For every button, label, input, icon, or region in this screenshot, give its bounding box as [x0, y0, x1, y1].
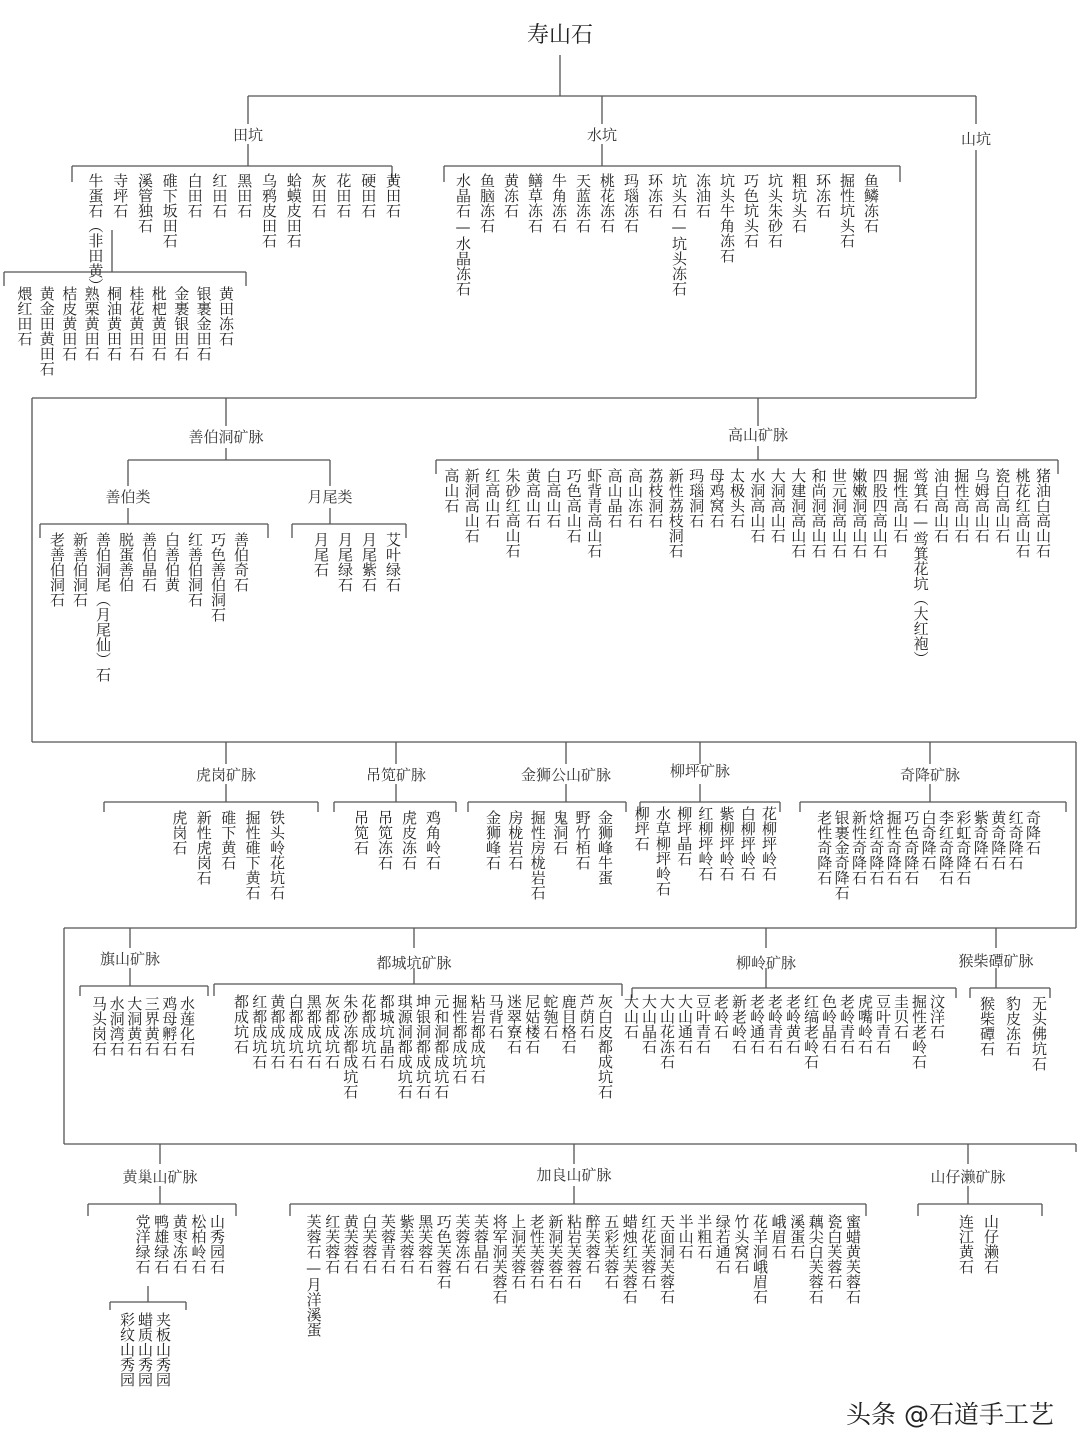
jinshi-items-leaf: 房栊岩石 [506, 810, 525, 870]
huangtian-sub-leaf: 金裹银田石 [172, 286, 191, 361]
duchengkeng-items-leaf: 灰白皮都成坑石 [596, 994, 614, 1099]
jialiang-items-leaf: 竹头窝石 [732, 1214, 751, 1274]
duchengkeng-items-leaf: 琪源洞都成坑石 [395, 994, 414, 1099]
shanbo-items-leaf: 善伯洞尾（月尾仙）石 [94, 532, 112, 682]
jialiang-items-leaf: 半山石 [676, 1214, 695, 1259]
liuling-items-leaf: 豆叶青石 [694, 994, 712, 1054]
hugang-items-leaf: 铁头岭花坑石 [268, 810, 286, 900]
duchengkeng-items-leaf: 迷翠寮石 [505, 994, 523, 1054]
liuping-items-leaf: 花柳坪岭石 [760, 806, 778, 881]
huangtian-sub-leaf: 银裹金田石 [194, 286, 213, 361]
jinshi-items-leaf: 野竹栢石 [573, 810, 592, 870]
tiankeng-items-leaf: 牛蛋石（非田黄） [86, 173, 105, 293]
tiankeng-items-leaf: 乌鸦皮田石 [260, 173, 278, 248]
liuling-items-leaf: 汶洋石 [928, 994, 946, 1039]
tiankeng-items-leaf: 溪管独石 [136, 173, 154, 233]
shanzailai-items-leaf: 连江黄石 [957, 1214, 975, 1274]
qishan-items-leaf: 马头岗石 [90, 996, 108, 1056]
hugang-items-leaf: 新性虎岗石 [194, 810, 213, 885]
gaoshan-items-leaf: 四股四高山石 [870, 468, 889, 558]
huangtian-sub-leaf: 枇杷黄田石 [149, 286, 168, 361]
gaoshan-items-leaf: 乌姆高山石 [972, 468, 991, 543]
liuling-items-leaf: 大山通石 [676, 994, 694, 1054]
liuling-items-leaf: 豆叶青石 [874, 994, 892, 1054]
duchengkeng-items-leaf: 都成坑石 [232, 994, 250, 1054]
qijiang-items-leaf: 红奇降石 [1006, 810, 1025, 870]
jialiang-items-leaf: 白芙蓉石 [360, 1214, 379, 1274]
gaoshan-items-leaf: 黄高山石 [524, 468, 542, 528]
qishan-items-leaf: 三界黄石 [142, 996, 161, 1056]
gaoshan-items-leaf: 巧色高山石 [564, 468, 583, 543]
tiankeng-items-leaf: 硬田石 [359, 173, 378, 218]
jialiang-items-leaf: 芙蓉冻石 [453, 1214, 472, 1274]
duchengkeng-items-leaf: 白都成坑石 [286, 994, 305, 1069]
shuikeng-items-leaf: 桃花冻石 [598, 173, 616, 233]
shanbo-items-leaf: 红善伯洞石 [186, 532, 204, 607]
liuping-items-leaf: 水草柳坪岭石 [654, 806, 672, 896]
jinshi-items-leaf: 金狮峰石 [484, 810, 502, 870]
node-jinshi-vein: 金狮公山矿脉 [520, 766, 612, 784]
jinshi-items-leaf: 鬼洞石 [551, 810, 570, 855]
liuling-items-leaf: 红缟老岭石 [802, 994, 820, 1069]
shuikeng-items-leaf: 水晶石—水晶冻石 [454, 173, 472, 296]
liuping-items-leaf: 柳坪晶石 [675, 806, 694, 866]
shuikeng-items-leaf: 环冻石 [646, 173, 664, 218]
diaoli-items-leaf: 虎皮冻石 [400, 810, 418, 870]
qijiang-items-leaf: 巧色奇降石 [902, 810, 921, 885]
qishan-items-leaf: 水洞湾石 [107, 996, 126, 1056]
jialiang-items-leaf: 蜡烛红芙蓉石 [620, 1214, 639, 1304]
watermark: 头条 @石道手工艺 [846, 1400, 1054, 1429]
duchengkeng-items-leaf: 花都成坑石 [359, 994, 378, 1069]
yuewei-items-leaf: 月尾绿石 [336, 532, 354, 592]
tiankeng-items-leaf: 白田石 [185, 173, 204, 218]
duchengkeng-items-leaf: 坤银洞都成坑石 [414, 994, 432, 1099]
qijiang-items-leaf: 奇降石 [1024, 810, 1042, 855]
shuikeng-items-leaf: 坑头牛角冻石 [718, 173, 736, 263]
gaoshan-items-leaf: 大建洞高山石 [789, 468, 808, 558]
jialiang-items-leaf: 溪蛋石 [788, 1214, 807, 1259]
jialiang-items-leaf: 峨眉石 [769, 1214, 788, 1259]
liuling-items-leaf: 大山石 [622, 994, 640, 1039]
gaoshan-items-leaf: 大洞高山石 [768, 468, 787, 543]
node-shankeng: 山坑 [960, 130, 992, 148]
shanbo-items-leaf: 巧色善伯洞石 [209, 532, 227, 622]
houchai-items-leaf: 无头佛坑石 [1030, 996, 1048, 1071]
jialiang-items-leaf: 黄芙蓉石 [341, 1214, 360, 1274]
jialiang-items-leaf: 红芙蓉石 [323, 1214, 342, 1274]
shanbo-items-leaf: 新善伯洞石 [71, 532, 89, 607]
qijiang-items-leaf: 掘性奇降石 [884, 810, 903, 885]
liuling-items-leaf: 新老岭石 [730, 994, 748, 1054]
diaoli-items-leaf: 鸡角岭石 [424, 810, 442, 870]
node-shuikeng: 水坑 [586, 126, 618, 144]
shuikeng-items-leaf: 掘性坑头石 [838, 173, 856, 248]
qijiang-items-leaf: 新性奇降石 [850, 810, 868, 885]
tiankeng-items-leaf: 红田石 [210, 173, 229, 218]
shanxiuyuan-sub-leaf: 彩纹山秀园 [118, 1312, 136, 1387]
jialiang-items-leaf: 天面洞芙蓉石 [658, 1214, 676, 1304]
gaoshan-items-leaf: 高山冻石 [626, 468, 644, 528]
jialiang-items-leaf: 老性芙蓉石 [527, 1214, 546, 1289]
jialiang-items-leaf: 黑芙蓉石 [416, 1214, 435, 1274]
node-diaoli-vein: 吊笕矿脉 [365, 766, 427, 784]
qishan-items-leaf: 大洞黄石 [125, 996, 144, 1056]
huangtian-sub-leaf: 桂花黄田石 [127, 286, 146, 361]
gaoshan-items-leaf: 和尚洞高山石 [809, 468, 828, 558]
liuling-items-leaf: 老岭黄石 [784, 994, 802, 1054]
node-huangchao-vein: 黄巢山矿脉 [122, 1168, 198, 1186]
liuling-items-leaf: 老岭通石 [748, 994, 766, 1054]
qijiang-items-leaf: 彩虹奇降石 [954, 810, 973, 885]
huangtian-sub-leaf: 黄金田黄田石 [37, 286, 56, 376]
yuewei-items-leaf: 艾叶绿石 [384, 532, 402, 592]
node-liuling-vein: 柳岭矿脉 [735, 954, 797, 972]
node-houchai-vein: 猴柴磹矿脉 [958, 952, 1034, 970]
liuling-items-leaf: 虎嘴岭石 [856, 994, 874, 1054]
hugang-items-leaf: 掘性碓下黄石 [243, 810, 262, 900]
gaoshan-items-leaf: 高山石 [442, 468, 461, 513]
shuikeng-items-leaf: 巧色坑头石 [742, 173, 760, 248]
gaoshan-items-leaf: 朱砂红高山石 [503, 468, 522, 558]
liuling-items-leaf: 老岭石 [712, 994, 730, 1039]
shanxiuyuan-sub-leaf: 蜡质山秀园 [136, 1312, 154, 1387]
shuikeng-items-leaf: 鳝草冻石 [526, 173, 544, 233]
liuling-items-leaf: 色岭晶石 [820, 994, 838, 1054]
gaoshan-items-leaf: 白高山石 [544, 468, 563, 528]
liuling-items-leaf: 圭贝石 [892, 994, 910, 1039]
gaoshan-items-leaf: 嫩嫩洞高山石 [850, 468, 869, 558]
jialiang-items-leaf: 五彩芙蓉石 [602, 1214, 621, 1289]
qishan-items-leaf: 鸡母孵石 [160, 996, 179, 1056]
gaoshan-items-leaf: 新性荔枝洞石 [666, 468, 685, 558]
jialiang-items-leaf: 芙蓉石—月洋溪蛋 [304, 1214, 323, 1337]
node-jialiang-vein: 加良山矿脉 [536, 1166, 612, 1184]
node-qishan-vein: 旗山矿脉 [99, 950, 161, 968]
node-hugang-vein: 虎岗矿脉 [195, 766, 257, 784]
node-duchengkeng-vein: 都城坑矿脉 [376, 954, 452, 972]
qijiang-items-leaf: 焓红奇降石 [867, 810, 886, 885]
jialiang-items-leaf: 绿若通石 [713, 1214, 732, 1274]
gaoshan-items-leaf: 世元洞高山石 [830, 468, 848, 558]
shuikeng-items-leaf: 玛瑙冻石 [622, 173, 640, 233]
duchengkeng-items-leaf: 黑都成坑石 [304, 994, 323, 1069]
shuikeng-items-leaf: 牛角冻石 [550, 173, 568, 233]
duchengkeng-items-leaf: 灰都成坑石 [323, 994, 341, 1069]
gaoshan-items-leaf: 掘性高山石 [891, 468, 910, 543]
liuling-items-leaf: 掘性老岭石 [910, 994, 928, 1069]
duchengkeng-items-leaf: 鹿目格石 [559, 994, 578, 1054]
liuping-items-leaf: 柳坪石 [632, 806, 651, 851]
shuikeng-items-leaf: 坑头朱砂石 [766, 173, 784, 248]
jialiang-items-leaf: 花羊洞峨眉石 [751, 1214, 769, 1304]
liuping-items-leaf: 白柳坪岭石 [738, 806, 757, 881]
jialiang-items-leaf: 芙蓉青石 [379, 1214, 397, 1274]
gaoshan-items-leaf: 鸴箕石—鸴箕花坑（大红袍） [911, 468, 930, 666]
node-gaoshan-vein: 高山矿脉 [727, 426, 789, 444]
qijiang-items-leaf: 白奇降石 [919, 810, 938, 870]
gaoshan-items-leaf: 母鸡窝石 [707, 468, 726, 528]
jinshi-items-leaf: 金狮峰牛蛋 [596, 810, 614, 885]
tiankeng-items-leaf: 花田石 [334, 173, 353, 218]
shuikeng-items-leaf: 天蓝冻石 [574, 173, 592, 233]
liuling-items-leaf: 大山晶石 [640, 994, 658, 1054]
gaoshan-items-leaf: 水洞高山石 [748, 468, 767, 543]
gaoshan-items-leaf: 猪油白高山石 [1034, 468, 1052, 558]
root-title: 寿山石 [526, 23, 594, 48]
gaoshan-items-leaf: 油白高山石 [932, 468, 950, 543]
jialiang-items-leaf: 上洞芙蓉石 [509, 1214, 528, 1289]
gaoshan-items-leaf: 虾背青高山石 [585, 468, 604, 558]
gaoshan-items-leaf: 瓷白高山石 [993, 468, 1012, 543]
gaoshan-items-leaf: 桃花红高山石 [1013, 468, 1032, 558]
duchengkeng-items-leaf: 芦荫石 [577, 994, 596, 1039]
tiankeng-items-leaf: 黑田石 [235, 173, 254, 218]
node-shanbo-vein: 善伯洞矿脉 [188, 428, 264, 446]
huangtian-sub-leaf: 桐油黄田石 [105, 286, 123, 361]
shuikeng-items-leaf: 粗坑头石 [790, 173, 808, 233]
liuping-items-leaf: 红柳坪岭石 [696, 806, 715, 881]
yuewei-items-leaf: 月尾石 [312, 532, 330, 577]
liuling-items-leaf: 老岭青石 [766, 994, 784, 1054]
jialiang-items-leaf: 新洞芙蓉石 [546, 1214, 565, 1289]
huangtian-sub-leaf: 桔皮黄田石 [60, 286, 79, 361]
duchengkeng-items-leaf: 粘岩都成坑石 [468, 994, 487, 1084]
huangchao-items-leaf: 鸭雄绿石 [152, 1214, 171, 1274]
duchengkeng-items-leaf: 都城坑晶石 [377, 994, 396, 1069]
jialiang-items-leaf: 瓷白芙蓉石 [825, 1214, 844, 1289]
shanbo-items-leaf: 白善伯黄 [163, 532, 181, 592]
hugang-items-leaf: 碓下黄石 [219, 810, 238, 870]
shanbo-items-leaf: 老善伯洞石 [48, 532, 66, 607]
gaoshan-items-leaf: 太极头石 [728, 468, 746, 528]
jialiang-items-leaf: 藕尖白芙蓉石 [806, 1214, 825, 1304]
jialiang-items-leaf: 蜜蜡黄芙蓉石 [844, 1214, 862, 1304]
huangtian-sub-leaf: 煨红田石 [15, 286, 34, 346]
tiankeng-items-leaf: 蛤蟆皮田石 [284, 173, 303, 248]
jinshi-items-leaf: 掘性房栊岩石 [528, 810, 547, 900]
duchengkeng-items-leaf: 尼姑楼石 [523, 994, 542, 1054]
huangchao-items-leaf: 山秀园石 [208, 1214, 226, 1274]
shuikeng-items-leaf: 环冻石 [814, 173, 832, 218]
liuling-items-leaf: 老岭青石 [838, 994, 856, 1054]
huangtian-sub-leaf: 黄田冻石 [217, 286, 235, 346]
jialiang-items-leaf: 巧色芙蓉石 [434, 1214, 453, 1289]
jialiang-items-leaf: 将军洞芙蓉石 [490, 1214, 509, 1304]
duchengkeng-items-leaf: 红都成坑石 [250, 994, 269, 1069]
jialiang-items-leaf: 紫芙蓉石 [397, 1214, 416, 1274]
shuikeng-items-leaf: 黄冻石 [502, 173, 520, 218]
gaoshan-items-leaf: 荔枝洞石 [646, 468, 665, 528]
node-shanzailai-vein: 山仔濑矿脉 [930, 1168, 1006, 1186]
jialiang-items-leaf: 半粗石 [695, 1214, 714, 1259]
gaoshan-items-leaf: 高山晶石 [605, 468, 624, 528]
shanbo-items-leaf: 善伯晶石 [140, 532, 158, 592]
duchengkeng-items-leaf: 蛇匏石 [541, 994, 560, 1039]
huangtian-sub-leaf: 熟栗黄田石 [82, 286, 101, 361]
huangchao-items-leaf: 松柏岭石 [189, 1214, 208, 1274]
duchengkeng-items-leaf: 元和洞都成坑石 [432, 994, 451, 1099]
duchengkeng-items-leaf: 黄都成坑石 [268, 994, 287, 1069]
duchengkeng-items-leaf: 朱砂冻都成坑石 [341, 994, 360, 1099]
node-shanbo-group: 善伯类 [105, 488, 151, 506]
tiankeng-items-leaf: 黄田石 [384, 173, 402, 218]
qijiang-items-leaf: 银裹金奇降石 [832, 810, 851, 900]
liuling-items-leaf: 大山花冻石 [658, 994, 676, 1069]
houchai-items-leaf: 猴柴磹石 [978, 996, 996, 1056]
shanzailai-items-leaf: 山仔濑石 [982, 1214, 1000, 1274]
tiankeng-items-leaf: 灰田石 [309, 173, 328, 218]
shuikeng-items-leaf: 冻油石 [694, 173, 712, 218]
qijiang-items-leaf: 黄奇降石 [989, 810, 1008, 870]
tiankeng-items-leaf: 碓下坂田石 [160, 173, 179, 248]
gaoshan-items-leaf: 红高山石 [483, 468, 502, 528]
houchai-items-leaf: 豹皮冻石 [1004, 996, 1022, 1056]
jialiang-items-leaf: 红花芙蓉石 [639, 1214, 658, 1289]
shuikeng-items-leaf: 坑头石—坑头冻石 [670, 173, 688, 296]
node-liuping-vein: 柳坪矿脉 [669, 762, 731, 780]
shuikeng-items-leaf: 鱼鳞冻石 [862, 173, 880, 233]
qishan-items-leaf: 水莲化石 [178, 996, 196, 1056]
tiankeng-items-leaf: 寺坪石 [111, 173, 130, 218]
gaoshan-items-leaf: 掘性高山石 [952, 468, 971, 543]
shanbo-items-leaf: 善伯奇石 [232, 532, 250, 592]
liuping-items-leaf: 紫柳坪岭石 [717, 806, 736, 881]
huangchao-items-leaf: 党洋绿石 [133, 1214, 152, 1274]
gaoshan-items-leaf: 新洞高山石 [462, 468, 481, 543]
diaoli-items-leaf: 吊笕冻石 [376, 810, 394, 870]
huangchao-items-leaf: 黄枣冻石 [170, 1214, 189, 1274]
shanxiuyuan-sub-leaf: 夹板山秀园 [154, 1312, 172, 1387]
jialiang-items-leaf: 芙蓉晶石 [472, 1214, 490, 1274]
shanbo-items-leaf: 脱蛋善伯 [117, 532, 135, 592]
duchengkeng-items-leaf: 掘性都成坑石 [450, 994, 469, 1084]
node-tiankeng: 田坑 [232, 126, 264, 144]
yuewei-items-leaf: 月尾紫石 [360, 532, 378, 592]
node-yuewei-group: 月尾类 [307, 488, 353, 506]
jialiang-items-leaf: 粘岩芙蓉石 [565, 1214, 583, 1289]
gaoshan-items-leaf: 玛瑙洞石 [687, 468, 706, 528]
node-qijiang-vein: 奇降矿脉 [899, 766, 961, 784]
hugang-items-leaf: 虎岗石 [170, 810, 189, 855]
qijiang-items-leaf: 老性奇降石 [815, 810, 834, 885]
qijiang-items-leaf: 紫奇降石 [971, 810, 990, 870]
jialiang-items-leaf: 醉芙蓉石 [583, 1214, 602, 1274]
qijiang-items-leaf: 李红奇降石 [937, 810, 955, 885]
diaoli-items-leaf: 吊笕石 [352, 810, 370, 855]
shuikeng-items-leaf: 鱼脑冻石 [478, 173, 496, 233]
duchengkeng-items-leaf: 马背石 [486, 994, 505, 1039]
